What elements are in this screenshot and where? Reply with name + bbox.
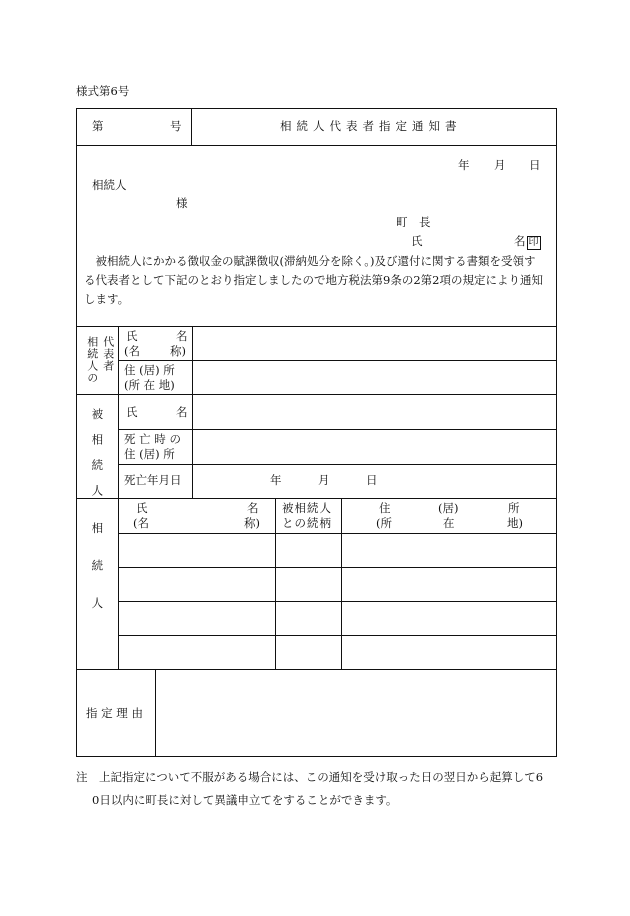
divider bbox=[118, 601, 557, 602]
rep-name-label-a: 氏 bbox=[126, 329, 138, 343]
date-day: 日 bbox=[529, 158, 541, 172]
divider bbox=[155, 669, 156, 757]
addressee-label: 相続人 bbox=[92, 178, 127, 192]
divider bbox=[118, 635, 557, 636]
note-line-1: 注 上記指定について不服がある場合には、この通知を受け取った日の翌日から起算して6 bbox=[76, 770, 544, 784]
divider bbox=[118, 429, 557, 430]
death-date-label: 死亡年月日 bbox=[124, 473, 182, 487]
seal-icon: 印 bbox=[528, 237, 539, 248]
rep-name-label-c: (名 bbox=[124, 344, 140, 358]
heirs-col-name-a: 氏 bbox=[136, 501, 148, 515]
heirs-col-name-d: 称) bbox=[244, 516, 260, 530]
divider bbox=[118, 464, 557, 465]
heirs-col-address-c: 所 bbox=[508, 501, 520, 515]
number-prefix: 第 bbox=[92, 119, 104, 133]
reason-label: 指 定 理 由 bbox=[86, 706, 143, 720]
divider bbox=[76, 669, 557, 670]
representative-vertical-label-2: 相続人の bbox=[85, 336, 99, 384]
deceased-name-label-b: 名 bbox=[176, 405, 188, 419]
divider bbox=[118, 533, 557, 534]
divider bbox=[76, 394, 557, 395]
divider bbox=[76, 498, 557, 499]
heirs-col-address-b: (居) bbox=[438, 501, 459, 515]
divider bbox=[275, 498, 276, 669]
body-line-1: 被相続人にかかる徴収金の賦課徴収(滞納処分を除く。)及び還付に関する書類を受領す bbox=[84, 254, 536, 268]
sender-title: 町 長 bbox=[396, 215, 431, 229]
rep-name-label-b: 名 bbox=[176, 329, 188, 343]
deceased-address-label-2: 住 (居) 所 bbox=[124, 447, 175, 461]
note-line-2: 0日以内に町長に対して異議申立てをすることができます。 bbox=[92, 793, 398, 807]
deceased-vertical-label: 被相続人 bbox=[90, 408, 105, 510]
body-line-3: します。 bbox=[84, 292, 130, 306]
death-date-day: 日 bbox=[366, 473, 378, 487]
heirs-col-name-c: (名 bbox=[133, 516, 149, 530]
form-number-label: 様式第6号 bbox=[76, 84, 130, 98]
heirs-col-address-a: 住 bbox=[379, 501, 391, 515]
body-line-2: る代表者として下記のとおり指定しましたので地方税法第9条の2第2項の規定により通知 bbox=[84, 273, 543, 287]
death-date-year: 年 bbox=[270, 473, 282, 487]
divider bbox=[118, 567, 557, 568]
document-title: 相続人代表者指定通知書 bbox=[280, 119, 462, 133]
deceased-address-label-1: 死 亡 時 の bbox=[124, 432, 181, 446]
divider bbox=[76, 145, 557, 146]
heirs-col-address-f: 地) bbox=[507, 516, 523, 530]
number-suffix: 号 bbox=[170, 119, 182, 133]
divider bbox=[76, 326, 557, 327]
date-year: 年 bbox=[458, 158, 470, 172]
divider bbox=[191, 108, 192, 145]
representative-vertical-label-1: 代表者 bbox=[101, 336, 115, 372]
divider bbox=[192, 326, 193, 498]
heirs-col-address-e: 在 bbox=[443, 516, 455, 530]
rep-name-label-d: 称) bbox=[170, 344, 186, 358]
sender-name-left: 氏 bbox=[411, 234, 423, 248]
divider bbox=[118, 360, 557, 361]
heirs-vertical-label: 相続人 bbox=[90, 522, 105, 635]
divider bbox=[341, 498, 342, 669]
death-date-month: 月 bbox=[318, 473, 330, 487]
heirs-col-relation-1: 被相続人 bbox=[282, 501, 332, 515]
heirs-col-name-b: 名 bbox=[247, 501, 259, 515]
heirs-col-address-d: (所 bbox=[376, 516, 392, 530]
heirs-col-relation-2: との続柄 bbox=[282, 516, 332, 530]
rep-address-label-1: 住 (居) 所 bbox=[124, 363, 175, 377]
sender-name-right: 名 印 bbox=[514, 234, 539, 248]
deceased-name-label-a: 氏 bbox=[126, 405, 138, 419]
date-month: 月 bbox=[494, 158, 506, 172]
addressee-honorific: 様 bbox=[176, 196, 188, 210]
rep-address-label-2: (所 在 地) bbox=[124, 378, 175, 392]
